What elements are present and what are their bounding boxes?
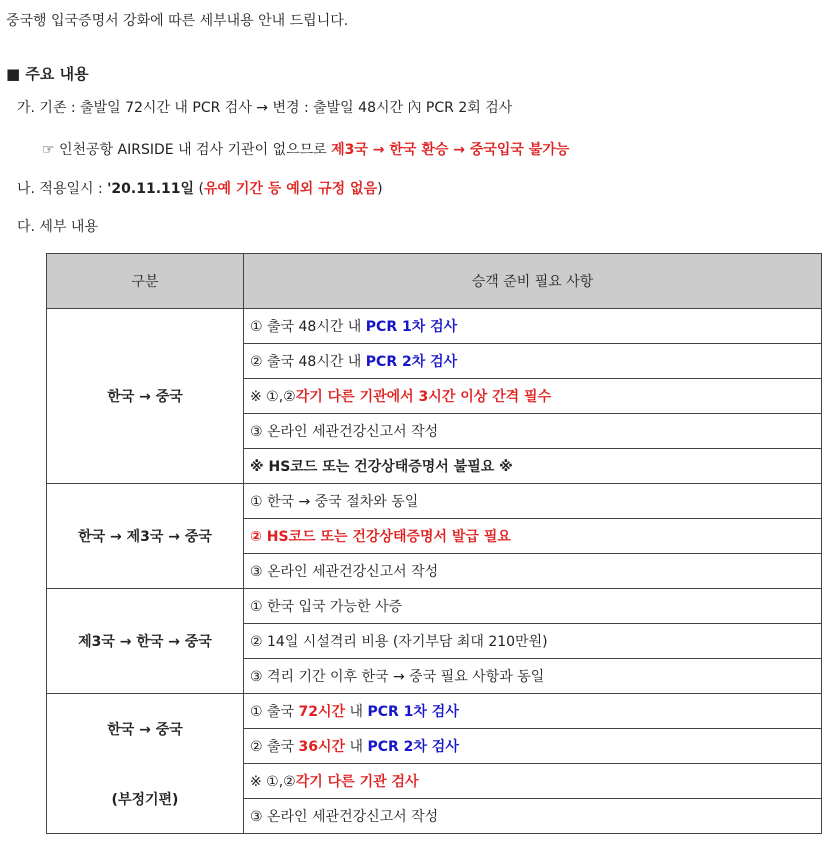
category-label: 한국 → 중국 — [107, 721, 183, 738]
requirement-cell — [244, 729, 822, 764]
item-c-details: 다. 세부 내용 — [17, 219, 98, 235]
item-a-change: 가. 기존 : 출발일 72시간 내 PCR 검사 → 변경 : 출발일 48시간 內 PCR 2회 검사 — [17, 100, 513, 116]
requirement-cell — [244, 449, 822, 484]
category-cell — [47, 589, 244, 694]
requirement-cell — [244, 659, 822, 694]
requirement-cell — [244, 764, 822, 799]
note-prefix: ☞ 인천공항 AIRSIDE 내 검사 기관이 없으므로 — [42, 142, 332, 158]
requirement-cell — [244, 624, 822, 659]
requirement-text: ※ ①,② — [250, 389, 296, 405]
requirement-cell — [244, 379, 822, 414]
requirement-text: 내 — [345, 739, 368, 755]
requirement-cell — [244, 309, 822, 344]
category-spacer — [47, 739, 243, 789]
requirement-emphasis-red: 72시간 — [298, 704, 346, 720]
requirement-cell — [244, 344, 822, 379]
table-header-row — [47, 254, 822, 309]
requirement-cell — [244, 589, 822, 624]
category-label: 한국 → 제3국 → 중국 — [78, 529, 212, 545]
table-row — [47, 694, 822, 729]
requirement-text: ③ 온라인 세관건강신고서 작성 — [250, 424, 439, 440]
item-b-date: '20.11.11일 — [107, 181, 195, 197]
item-b-prefix: 나. 적용일시 : — [17, 181, 108, 197]
category-sublabel: (부정기편) — [111, 791, 179, 808]
item-b-effective-date — [17, 178, 383, 198]
category-cell — [47, 309, 244, 484]
item-b-emphasis: 유예 기간 등 예외 규정 없음 — [203, 181, 378, 197]
requirement-cell — [244, 554, 822, 589]
header-requirements: 승객 준비 필요 사항 — [244, 254, 822, 309]
requirement-emphasis-bold: ※ HS코드 또는 건강상태증명서 불필요 ※ — [250, 459, 513, 475]
requirement-emphasis-red: ② HS코드 또는 건강상태증명서 발급 필요 — [250, 529, 511, 545]
category-label: 한국 → 중국 — [107, 389, 183, 405]
requirement-emphasis-red: 각기 다른 기관에서 3시간 이상 간격 필수 — [295, 389, 552, 405]
header-category: 구분 — [47, 254, 244, 309]
requirement-text: ① 출국 48시간 내 — [250, 319, 366, 335]
requirement-text: ② 출국 — [250, 739, 299, 755]
requirement-text: ① 한국 입국 가능한 사증 — [250, 599, 403, 615]
note-emphasis: 제3국 → 한국 환승 → 중국입국 불가능 — [331, 142, 570, 158]
section-title: ■ 주요 내용 — [6, 65, 89, 83]
table-row — [47, 309, 822, 344]
requirement-text: ① 출국 — [250, 704, 299, 720]
item-b-paren-open: ( — [194, 181, 204, 197]
requirement-text: ② 14일 시설격리 비용 (자기부담 최대 210만원) — [250, 634, 548, 650]
requirement-emphasis-blue: PCR 2차 검사 — [367, 739, 459, 755]
item-b-paren-close: ) — [377, 181, 383, 197]
requirement-cell — [244, 799, 822, 834]
requirement-text: ③ 온라인 세관건강신고서 작성 — [250, 809, 439, 825]
requirement-text: ① 한국 → 중국 절차와 동일 — [250, 494, 419, 510]
requirement-emphasis-blue: PCR 1차 검사 — [365, 319, 458, 335]
requirement-emphasis-blue: PCR 2차 검사 — [365, 354, 458, 370]
requirement-cell — [244, 484, 822, 519]
requirement-emphasis-blue: PCR 1차 검사 — [367, 704, 459, 720]
category-label: 제3국 → 한국 → 중국 — [78, 634, 212, 650]
table-row — [47, 484, 822, 519]
requirement-text: 내 — [345, 704, 368, 720]
requirement-text: ② 출국 48시간 내 — [250, 354, 366, 370]
airside-note — [42, 139, 569, 159]
requirement-text: ※ ①,② — [250, 774, 296, 790]
requirement-text: ③ 격리 기간 이후 한국 → 중국 필요 사항과 동일 — [250, 669, 545, 685]
table-row — [47, 589, 822, 624]
category-cell — [47, 484, 244, 589]
category-cell — [47, 694, 244, 834]
requirements-table — [46, 253, 822, 834]
intro-text: 중국행 입국증명서 강화에 따른 세부내용 안내 드립니다. — [6, 13, 349, 29]
requirement-emphasis-red: 36시간 — [298, 739, 346, 755]
requirement-text: ③ 온라인 세관건강신고서 작성 — [250, 564, 439, 580]
requirement-cell — [244, 414, 822, 449]
requirement-cell — [244, 694, 822, 729]
requirement-emphasis-red: 각기 다른 기관 검사 — [295, 774, 419, 790]
table-body — [47, 309, 822, 834]
requirement-cell — [244, 519, 822, 554]
